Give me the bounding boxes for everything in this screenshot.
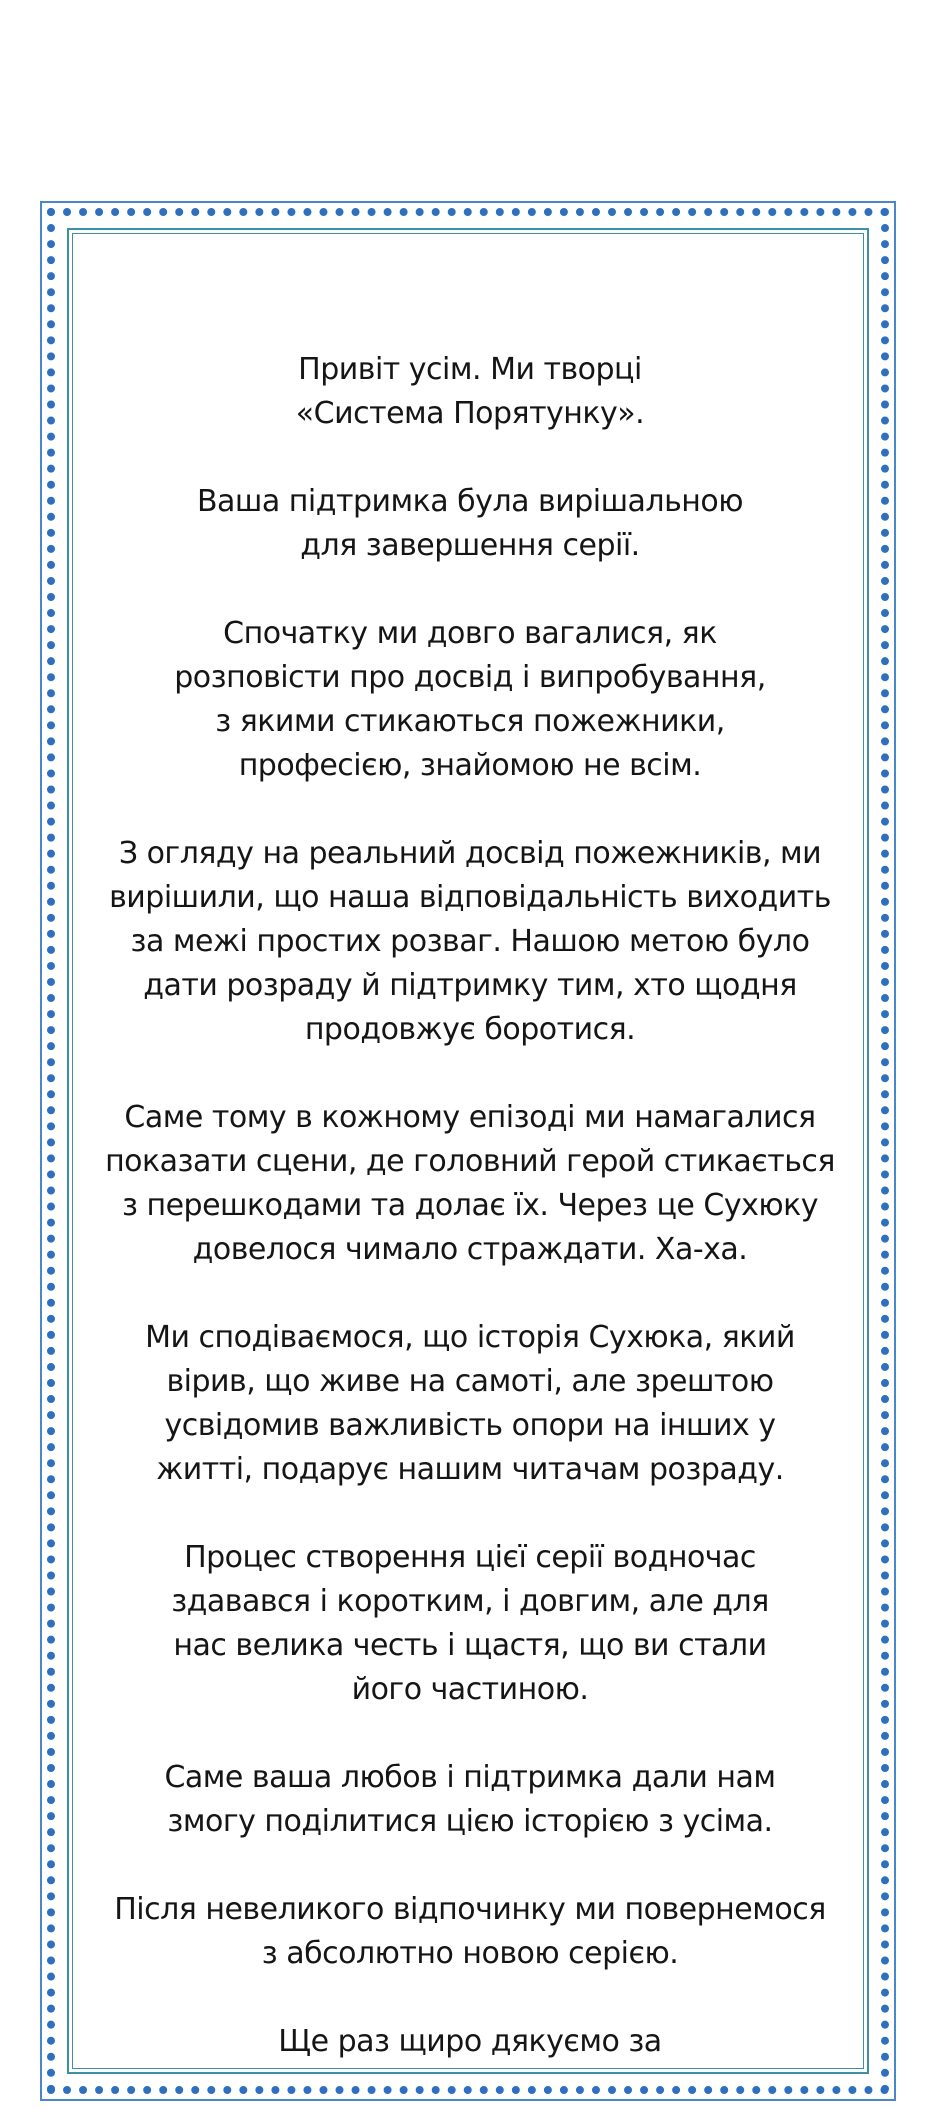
message-paragraph — [50, 1316, 890, 1492]
message-line: за межі простих розваг. Нашою метою було — [130, 924, 810, 959]
thank-you-message — [50, 348, 890, 2108]
message-line: здавався і коротким, і довгим, але для — [171, 1584, 769, 1619]
message-line: розповісти про досвід і випробування, — [174, 660, 766, 695]
message-line: його частиною. — [351, 1672, 589, 1707]
message-paragraph — [50, 612, 890, 788]
message-paragraph — [50, 480, 890, 568]
message-line: житті, подарує нашим читачам розраду. — [156, 1452, 784, 1487]
message-line: вірив, що живе на самоті, але зрештою — [166, 1364, 774, 1399]
message-line: Після невеликого відпочинку ми повернемося — [114, 1892, 826, 1927]
message-line: змогу поділитися цією історією з усіма. — [167, 1804, 773, 1839]
message-line: Ваша підтримка була вирішальною — [196, 484, 744, 519]
message-line: професією, знайомою не всім. — [238, 748, 702, 783]
message-line: Саме тому в кожному епізоді ми намагалися — [124, 1100, 816, 1135]
message-line: «Система Порятунку». — [295, 396, 645, 431]
message-line: Ще раз щиро дякуємо за — [278, 2024, 662, 2059]
message-line: нас велика честь і щастя, що ви стали — [173, 1628, 767, 1663]
message-paragraph — [50, 1888, 890, 1976]
message-line: продовжує боротися. — [304, 1012, 636, 1047]
message-line: усвідомив важливість опори на інших у — [164, 1408, 776, 1443]
message-paragraph — [50, 1756, 890, 1844]
message-line: показати сцени, де головний герой стикається — [105, 1144, 835, 1179]
message-line: довелося чимало страждати. Ха-ха. — [192, 1232, 748, 1267]
message-line: Ми сподіваємося, що історія Сухюка, який — [145, 1320, 795, 1355]
message-line: Процес створення цієї серії водночас — [184, 1540, 756, 1575]
message-line: З огляду на реальний досвід пожежників, ми — [118, 836, 822, 871]
message-paragraph — [50, 1536, 890, 1712]
message-line: з якими стикаються пожежники, — [215, 704, 725, 739]
message-paragraph — [50, 1096, 890, 1272]
message-paragraph — [50, 348, 890, 436]
message-paragraph — [50, 832, 890, 1052]
message-line: Спочатку ми довго вагалися, як — [223, 616, 717, 651]
message-line: для завершення серії. — [300, 528, 640, 563]
message-line: Саме ваша любов і підтримка дали нам — [164, 1760, 776, 1795]
message-line: дати розраду й підтримку тим, хто щодня — [143, 968, 797, 1003]
message-line: з абсолютно новою серією. — [261, 1936, 679, 1971]
message-line: Привіт усім. Ми творці — [298, 352, 642, 387]
message-line: вирішили, що наша відповідальність виходить — [109, 880, 831, 915]
message-paragraph — [50, 2020, 890, 2064]
message-line: з перешкодами та долає їх. Через це Сухюку — [122, 1188, 818, 1223]
